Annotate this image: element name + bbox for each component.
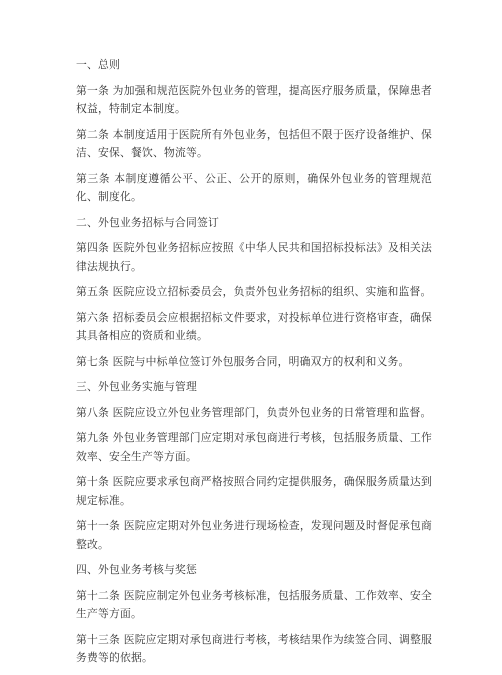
article-13: 第十三条 医院应定期对承包商进行考核，考核结果作为续签合同、调整服务费等的依据。 [76, 632, 432, 664]
section-heading-bidding: 二、外包业务招标与合同签订 [76, 215, 219, 229]
section-heading-implementation: 三、外包业务实施与管理 [76, 380, 197, 393]
section-heading-assessment: 四、外包业务考核与奖惩 [76, 563, 197, 576]
article-4: 第四条 医院外包业务招标应按照《中华人民共和国招标投标法》及相关法律法规执行。 [76, 241, 432, 273]
article-9: 第九条 外包业务管理部门应定期对承包商进行考核，包括服务质量、工作效率、安全生产等方面。 [76, 431, 432, 463]
article-8: 第八条 医院应设立外包业务管理部门，负责外包业务的日常管理和监督。 [76, 405, 432, 419]
article-10: 第十条 医院应要求承包商严格按照合同约定提供服务，确保服务质量达到规定标准。 [76, 475, 432, 507]
article-7: 第七条 医院与中标单位签订外包服务合同，明确双方的权利和义务。 [76, 354, 410, 368]
article-3: 第三条 本制度遵循公平、公正、公开的原则，确保外包业务的管理规范化、制度化。 [76, 171, 432, 203]
article-12: 第十二条 医院应制定外包业务考核标准，包括服务质量、工作效率、安全生产等方面。 [76, 588, 432, 620]
article-1: 第一条 为加强和规范医院外包业务的管理，提高医疗服务质量，保障患者权益，特制定本制度。 [76, 83, 432, 115]
article-6: 第六条 招标委员会应根据招标文件要求，对投标单位进行资格审查，确保其具备相应的资质和业绩。 [76, 310, 432, 342]
section-heading-general: 一、总则 [76, 58, 120, 71]
article-5: 第五条 医院应设立招标委员会，负责外包业务招标的组织、实施和监督。 [76, 285, 432, 298]
document-page [76, 56, 432, 675]
article-11: 第十一条 医院应定期对外包业务进行现场检查，发现问题及时督促承包商整改。 [76, 519, 432, 551]
article-2: 第二条 本制度适用于医院所有外包业务，包括但不限于医疗设备维护、保洁、安保、餐饮、物流等。 [76, 127, 432, 159]
